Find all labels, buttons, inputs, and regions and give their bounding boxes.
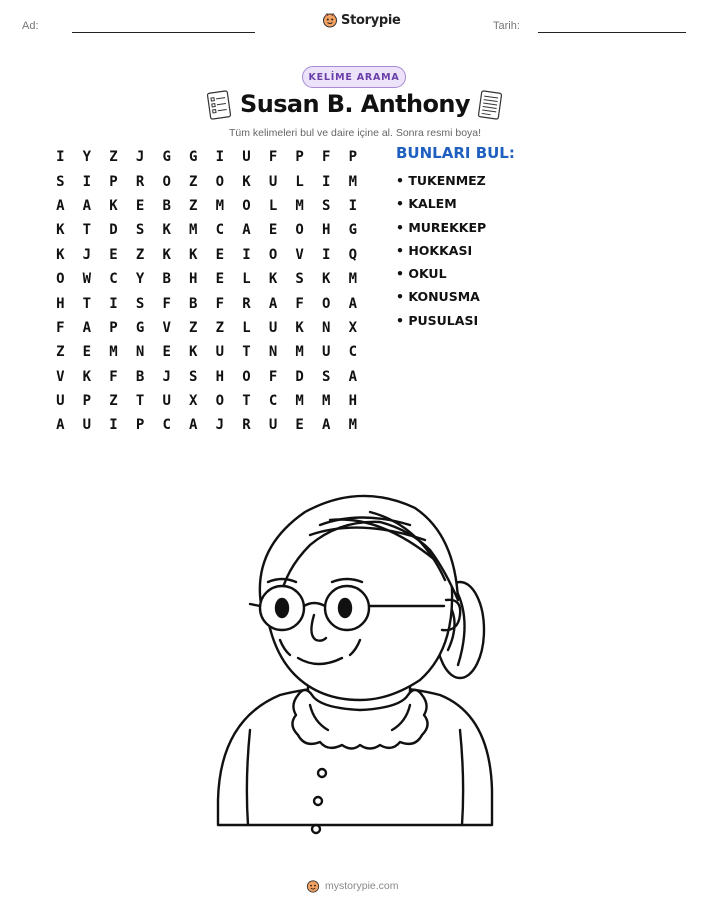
grid-cell[interactable]: V [56, 368, 65, 385]
grid-cell[interactable]: H [56, 295, 65, 312]
grid-cell[interactable]: K [82, 368, 92, 385]
grid-cell[interactable]: U [322, 344, 331, 361]
grid-cell[interactable]: S [322, 368, 331, 385]
grid-cell[interactable]: R [135, 173, 145, 190]
grid-cell[interactable]: A [56, 417, 65, 434]
grid-cell[interactable]: S [189, 368, 198, 385]
grid-cell[interactable]: F [322, 149, 331, 166]
grid-cell[interactable]: K [242, 173, 251, 190]
grid-cell[interactable]: P [109, 173, 118, 190]
grid-cell[interactable]: D [109, 222, 118, 239]
grid-cell[interactable]: G [135, 319, 145, 336]
grid-cell[interactable]: A [82, 319, 92, 336]
brand [322, 12, 401, 28]
word-list [396, 172, 486, 335]
grid-cell[interactable]: B [162, 197, 171, 214]
word-list-item: • OKUL [396, 266, 447, 282]
grid-cell[interactable]: N [135, 344, 145, 361]
grid-cell[interactable]: K [268, 271, 278, 288]
word-list-item: • MUREKKEP [396, 219, 487, 235]
grid-cell[interactable]: O [162, 173, 171, 190]
grid-cell[interactable]: M [348, 173, 358, 190]
grid-cell[interactable]: U [162, 393, 171, 410]
grid-cell[interactable]: C [268, 393, 278, 410]
grid-cell[interactable]: Z [109, 149, 118, 166]
grid-cell[interactable]: I [322, 173, 331, 190]
document-icon [476, 90, 504, 120]
footer-url[interactable]: mystorypie.com [325, 880, 399, 892]
grid-cell[interactable]: O [215, 173, 225, 190]
grid-cell[interactable]: F [295, 295, 304, 312]
grid-cell[interactable]: I [215, 149, 225, 166]
grid-cell[interactable]: C [109, 271, 118, 288]
grid-cell[interactable]: J [162, 368, 171, 385]
footer [306, 879, 399, 893]
grid-cell[interactable]: N [268, 344, 278, 361]
storypie-mascot-icon [322, 12, 338, 28]
grid-cell[interactable]: G [348, 222, 358, 239]
grid-cell[interactable]: P [135, 417, 145, 434]
grid-cell[interactable]: M [295, 344, 304, 361]
name-line[interactable] [72, 32, 255, 33]
word-list-item: • TUKENMEZ [396, 173, 486, 188]
grid-cell[interactable]: E [82, 344, 92, 361]
grid-cell[interactable]: Q [348, 246, 358, 263]
grid-cell[interactable]: E [215, 271, 225, 288]
grid-cell[interactable]: F [56, 319, 65, 336]
grid-cell[interactable]: A [82, 197, 92, 214]
word-list-title: BUNLARI BUL: [396, 144, 515, 162]
grid-cell[interactable]: Z [215, 319, 225, 336]
grid-cell[interactable]: S [135, 295, 145, 312]
date-line[interactable] [538, 32, 686, 33]
grid-cell[interactable]: I [348, 197, 358, 214]
grid-cell[interactable]: K [189, 344, 198, 361]
grid-cell[interactable]: M [348, 271, 358, 288]
grid-cell[interactable]: S [135, 222, 145, 239]
grid-cell[interactable]: O [242, 368, 251, 385]
grid-cell[interactable]: A [242, 222, 251, 239]
grid-cell[interactable]: K [162, 246, 171, 263]
grid-cell[interactable]: S [56, 173, 65, 190]
grid-cell[interactable]: U [82, 417, 92, 434]
grid-cell[interactable]: A [56, 197, 65, 214]
grid-cell[interactable]: L [242, 319, 251, 336]
grid-cell[interactable]: Z [56, 344, 65, 361]
grid-cell[interactable]: K [322, 271, 331, 288]
grid-cell[interactable]: O [242, 197, 251, 214]
grid-cell[interactable]: B [135, 368, 145, 385]
grid-cell[interactable]: L [242, 271, 251, 288]
grid-cell[interactable]: F [268, 149, 278, 166]
page-title: Susan B. Anthony [240, 90, 470, 118]
grid-cell[interactable]: O [295, 222, 304, 239]
grid-cell[interactable]: E [162, 344, 171, 361]
grid-cell[interactable]: E [109, 246, 118, 263]
grid-cell[interactable]: E [135, 197, 145, 214]
grid-cell[interactable]: K [162, 222, 171, 239]
grid-cell[interactable]: A [322, 417, 331, 434]
grid-cell[interactable]: C [215, 222, 225, 239]
instructions: Tüm kelimeleri bul ve daire içine al. Sonra resmi boya! [228, 127, 482, 139]
grid-cell[interactable]: I [56, 149, 65, 166]
grid-cell[interactable]: I [82, 173, 92, 190]
word-list-item: • PUSULASI [396, 312, 479, 328]
grid-cell[interactable]: B [162, 271, 171, 288]
grid-cell[interactable]: U [242, 149, 251, 166]
grid-cell[interactable]: T [242, 393, 251, 410]
grid-cell[interactable]: T [82, 295, 92, 312]
grid-cell[interactable]: K [109, 197, 118, 214]
grid-cell[interactable]: F [109, 368, 118, 385]
grid-cell[interactable]: P [348, 149, 358, 166]
grid-cell[interactable]: J [82, 246, 92, 263]
grid-cell[interactable]: H [322, 222, 331, 239]
grid-cell[interactable]: M [295, 197, 304, 214]
grid-cell[interactable]: U [268, 173, 278, 190]
grid-cell[interactable]: P [109, 319, 118, 336]
grid-cell[interactable]: V [295, 246, 304, 263]
grid-cell[interactable]: X [189, 393, 198, 410]
grid-cell[interactable]: M [295, 393, 304, 410]
grid-cell[interactable]: T [135, 393, 145, 410]
grid-cell[interactable]: E [268, 222, 278, 239]
grid-cell[interactable]: F [162, 295, 171, 312]
grid-cell[interactable]: O [322, 295, 331, 312]
grid-cell[interactable]: T [82, 222, 92, 239]
grid-cell[interactable]: A [268, 295, 278, 312]
grid-cell[interactable]: Z [189, 173, 198, 190]
coloring-portrait[interactable] [210, 490, 510, 850]
grid-cell[interactable]: M [189, 222, 198, 239]
grid-cell[interactable]: Z [189, 319, 198, 336]
grid-cell[interactable]: W [82, 271, 92, 288]
grid-cell[interactable]: T [242, 344, 251, 361]
grid-cell[interactable]: U [268, 319, 278, 336]
grid-cell[interactable]: A [189, 417, 198, 434]
grid-cell[interactable]: K [189, 246, 198, 263]
brand-name: Storypie [341, 12, 401, 28]
word-list-item: • KONUSMA [396, 289, 480, 305]
grid-cell[interactable]: M [215, 197, 225, 214]
word-list-item: • KALEM [396, 196, 457, 212]
grid-cell[interactable]: I [109, 417, 118, 434]
grid-cell[interactable]: X [348, 319, 358, 336]
grid-cell[interactable]: O [215, 393, 225, 410]
grid-cell[interactable]: U [215, 344, 225, 361]
grid-cell[interactable]: S [295, 271, 304, 288]
grid-cell[interactable]: B [189, 295, 198, 312]
grid-cell[interactable]: N [322, 319, 331, 336]
grid-cell[interactable]: M [322, 393, 331, 410]
grid-cell[interactable]: J [215, 417, 225, 434]
name-label: Ad: [22, 20, 39, 32]
grid-cell[interactable]: I [322, 246, 331, 263]
word-list-item: • HOKKASI [396, 242, 473, 258]
grid-cell[interactable]: R [242, 417, 251, 434]
grid-cell[interactable]: G [189, 149, 198, 166]
grid-cell[interactable]: E [295, 417, 304, 434]
grid-cell[interactable]: S [322, 197, 331, 214]
grid-cell[interactable]: H [189, 271, 198, 288]
checklist-icon [205, 90, 233, 120]
grid-cell[interactable]: C [348, 344, 358, 361]
grid-cell[interactable]: H [348, 393, 358, 410]
grid-cell[interactable]: J [135, 149, 145, 166]
grid-cell[interactable]: Y [135, 271, 145, 288]
grid-cell[interactable]: K [56, 222, 65, 239]
date-label: Tarih: [493, 20, 520, 32]
category-badge: KELİME ARAMA [302, 66, 406, 88]
grid-cell[interactable]: A [348, 295, 358, 312]
grid-cell[interactable]: F [215, 295, 225, 312]
grid-cell[interactable]: F [268, 368, 278, 385]
grid-cell[interactable]: Z [135, 246, 145, 263]
grid-cell[interactable]: K [295, 319, 304, 336]
storypie-mascot-icon [306, 879, 320, 893]
grid-cell[interactable]: L [268, 197, 278, 214]
grid-cell[interactable]: A [348, 368, 358, 385]
grid-cell[interactable]: O [268, 246, 278, 263]
grid-cell[interactable]: I [242, 246, 251, 263]
grid-cell[interactable]: D [295, 368, 304, 385]
grid-cell[interactable]: H [215, 368, 225, 385]
grid-cell[interactable]: G [162, 149, 171, 166]
grid-cell[interactable]: M [109, 344, 118, 361]
grid-cell[interactable]: P [82, 393, 92, 410]
grid-cell[interactable]: R [242, 295, 251, 312]
grid-cell[interactable]: K [56, 246, 65, 263]
grid-cell[interactable]: Z [189, 197, 198, 214]
grid-cell[interactable]: O [56, 271, 65, 288]
grid-cell[interactable]: E [215, 246, 225, 263]
grid-cell[interactable]: I [109, 295, 118, 312]
grid-cell[interactable]: Y [82, 149, 92, 166]
grid-cell[interactable]: C [162, 417, 171, 434]
grid-cell[interactable]: Z [109, 393, 118, 410]
grid-cell[interactable]: M [348, 417, 358, 434]
grid-cell[interactable]: U [268, 417, 278, 434]
letter-grid[interactable] [47, 145, 366, 438]
grid-cell[interactable]: L [295, 173, 304, 190]
grid-cell[interactable]: U [56, 393, 65, 410]
grid-cell[interactable]: V [162, 319, 171, 336]
grid-cell[interactable]: P [295, 149, 304, 166]
